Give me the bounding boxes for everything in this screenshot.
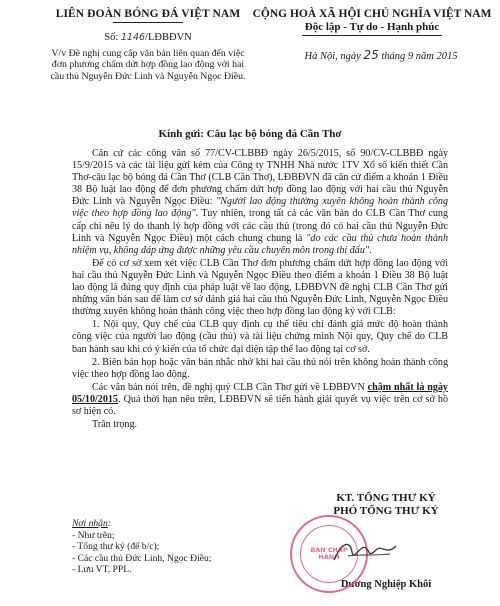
recipient-item: - Lưu VT, PPL. [72, 564, 132, 576]
paragraph-4: 2. Biên bản họp hoặc văn bản nhắc nhở khi hai cầu thủ nói trên không hoàn thành công việc theo hợp đồng lao động. [72, 356, 448, 380]
paragraph-6: Trân trọng. [92, 419, 138, 431]
doc-no-handwritten: 1146 [120, 32, 146, 43]
recipients-colon: : [107, 518, 111, 529]
stamp-text-line-2: HÀNH [318, 553, 340, 561]
signer-name: Dương Nghiệp Khôi [340, 579, 432, 590]
recipient-item: - Các cầu thủ Đức Linh, Ngọc Điều; [72, 552, 212, 564]
document-number [48, 32, 248, 43]
org-name: LIÊN ĐOÀN BÓNG ĐÁ VIỆT NAM [55, 8, 241, 20]
date-suffix: tháng 9 năm 2015 [381, 51, 458, 62]
doc-no-suffix: /LĐBĐVN [145, 32, 192, 43]
paragraph-3: 1. Nội quy, Quy chế của CLB quy định cụ thể tiêu chí đánh giá mức độ hoàn thành công việc của người lao động (cầu thủ) và tài liệu chứng minh Nội quy, Quy chế do CLB ban hành sau khi có ý kiến của tổ chức đại diện tập thể lao động tại cơ sở. [72, 319, 448, 355]
p1-quote: "Người lao động thường xuyên không hoàn thành công việc theo hợp đồng lao động" [72, 196, 449, 220]
paragraph-1 [72, 148, 448, 257]
p1-quote-2: "do các cầu thủ chưa hoàn thành nhiệm vụ, không đáp ứng được những yêu cầu chuyên môn trong thi đấu" [72, 232, 448, 256]
paragraph-2: Để có cơ sở xem xét việc CLB Cần Thơ đơn phương chấm dứt hợp đồng lao động với hai cầu thủ Nguyễn Đức Linh và Nguyễn Ngọc Điều theo điểm a khoản 1 Điều 38 Bộ luật lao động là đúng quy định của pháp luật về lao động, LĐBĐVN đề nghị CLB Cần Thơ gửi những văn bản sau để làm cơ sở đánh giá hai cầu thủ Nguyễn Đức Linh, Nguyễn Ngọc Điều thường xuyên không hoàn thành công việc theo hợp đồng lao động ký với CLB: [72, 257, 448, 318]
p5-text-b: . Quá thời hạn nêu trên, LĐBĐVN sẽ tiến hành giải quyết vụ việc trên cơ sở hồ sơ hiện có. [72, 393, 448, 417]
document-subject: V/v Đề nghị cung cấp văn bản liên quan đến việc đơn phương chấm dứt hợp đồng lao động với hai cầu thủ Nguyễn Đức Linh và Nguyễn Ngọc Điều. [50, 48, 246, 82]
recipients-label: Nơi nhận [72, 518, 108, 529]
handwritten-signature-icon [330, 534, 400, 568]
doc-no-prefix: Số: [104, 32, 119, 43]
p1-text-a: Căn cứ các công văn số 77/CV-CLBBĐ ngày 26/5/2015, số 90/CV-CLBBĐ ngày 15/9/2015 và các tài liệu gửi kèm của Công ty TNHH Nhà nước 1TV Xổ số kiến thiết Cần Thơ-câu lạc bộ bóng đá Cần Thơ (CLB Cần Thơ), LĐBĐVN đã căn cứ điểm a khoản 1 Điều 38 Bộ luật lao động để đơn phương chấm dứt hợp đồng lao động với hai cầu thủ Nguyễn Đức Linh và Nguyễn Ngọc Điều: [72, 148, 448, 208]
document-date [252, 48, 492, 62]
paragraph-5 [72, 382, 448, 418]
date-prefix: Hà Nội, ngày [304, 51, 361, 62]
p5-deadline: chậm nhất là ngày 05/10/2015 [72, 381, 448, 405]
recipient-item: - Như trên; [72, 529, 115, 541]
signer-title-2: PHÓ TỔNG THƯ KÝ [333, 505, 439, 517]
header-left [48, 8, 248, 82]
letter-body [72, 148, 448, 432]
motto-underline [302, 35, 442, 36]
p1-text-c: . [369, 244, 372, 256]
recipients-heading [72, 518, 272, 530]
stamp-text-line-1: BAN CHẤP [310, 546, 348, 554]
header-right [252, 8, 492, 62]
p1-text-b: . Tuy nhiên, trong tất cả các văn bản do CLB Cần Thơ cung cấp chỉ nêu lý do thanh lý hợp đồng với các cầu thủ (trong đó có hai cầu thủ Nguyễn Đức Linh và Nguyễn Ngọc Điều) một cách chung chung là [72, 208, 448, 244]
national-motto: Độc lập - Tự do - Hạnh phúc [304, 21, 440, 33]
recipient-item: - Tổng thư ký (để b/c); [72, 541, 160, 553]
recipient-line: Kính gửi: Câu lạc bộ bóng đá Cần Thơ [158, 128, 342, 140]
date-day-handwritten: 25 [363, 48, 379, 62]
p5-text-a: Các văn bản nói trên, đề nghị quý CLB Cần Thơ gửi về LĐBĐVN [92, 381, 368, 393]
national-title: CỘNG HOÀ XÃ HỘI CHỦ NGHĨA VIỆT NAM [252, 8, 492, 20]
signer-title-1: KT. TỔNG THƯ KÝ [336, 492, 436, 504]
org-underline [113, 22, 183, 23]
recipients-list [72, 518, 272, 576]
